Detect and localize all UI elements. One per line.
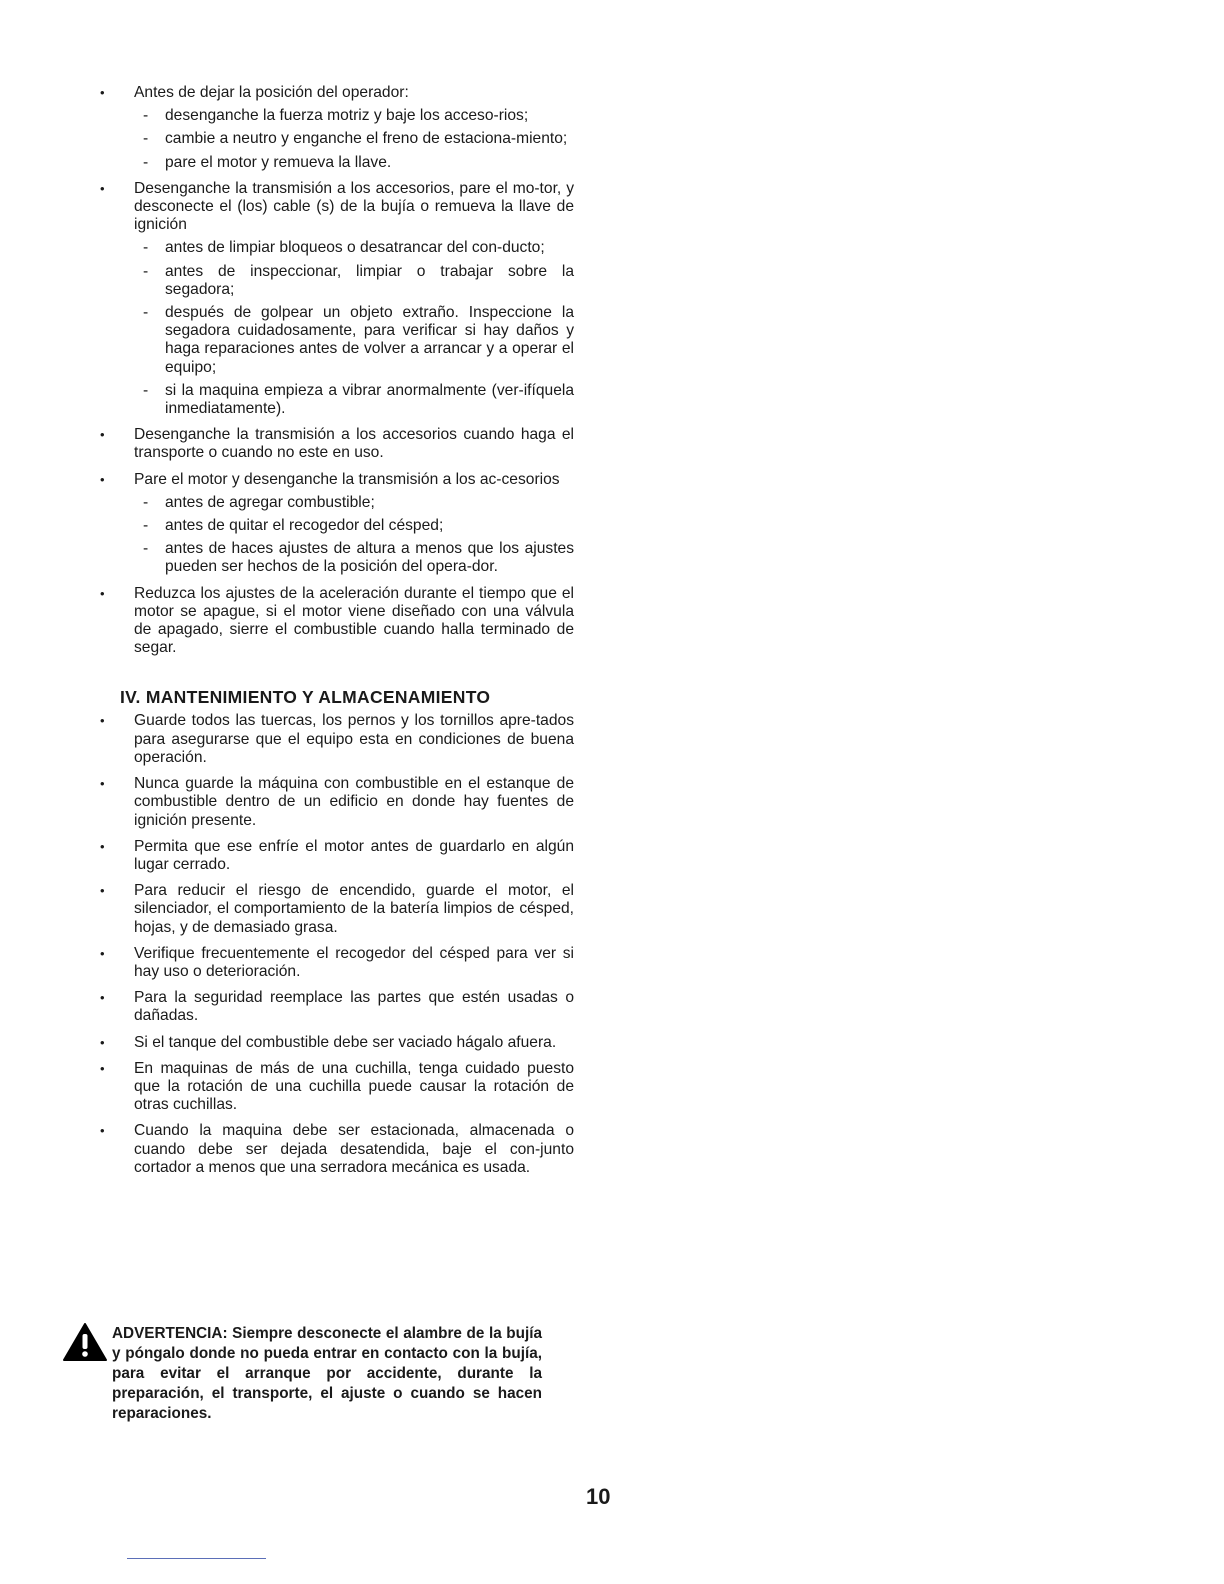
list-item — [100, 84, 574, 172]
list-item-text: • Pare el motor y desenganche la transmisión a los ac-cesorios — [134, 470, 560, 488]
warning-triangle-icon — [62, 1322, 108, 1362]
sub-item: - antes de haces ajustes de altura a menos que los ajustes pueden ser hechos de la posición del opera-dor. — [134, 540, 574, 576]
warning-text: ADVERTENCIA: Siempre desconecte el alambre de la bujía y póngalo donde no pueda entrar en contacto con la bujía, para evitar el arranque por accidente, durante la preparación, el transporte, el ajuste o cuando se hacen reparaciones. — [112, 1325, 542, 1422]
list-item-text: • Desenganche la transmisión a los accesorios, pare el mo-tor, y desconecte el (los) cable (s) de la bujía o remueva la llave de ignición — [134, 179, 574, 234]
sub-item: - antes de agregar combustible; — [134, 494, 574, 512]
sub-item: - antes de inspeccionar, limpiar o trabajar sobre la segadora; — [134, 263, 574, 299]
list-item-text: • Reduzca los ajustes de la aceleración durante el tiempo que el motor se apague, si el motor viene diseñado con una válvula de apagado, sierre el combustible cuando halla terminado de segar. — [134, 584, 574, 657]
maintenance-list — [100, 712, 574, 1176]
list-item: • En maquinas de más de una cuchilla, tenga cuidado puesto que la rotación de una cuchilla puede causar la rotación de otras cuchillas. — [100, 1060, 574, 1115]
list-item: • Para reducir el riesgo de encendido, guarde el motor, el silenciador, el comportamiento de la batería limpios de césped, hojas, y de demasiado grasa. — [100, 882, 574, 937]
list-item: • Cuando la maquina debe ser estacionada, almacenada o cuando debe ser dejada desatendida, baje el con-junto cortador a menos que una serradora mecánica es usada. — [100, 1122, 574, 1177]
list-item: • Nunca guarde la máquina con combustible en el estanque de combustible dentro de un edificio en donde hay fuentes de ignición presente. — [100, 775, 574, 830]
sub-item: - antes de limpiar bloqueos o desatrancar del con-ducto; — [134, 239, 574, 257]
page-number: 10 — [586, 1484, 611, 1509]
list-item-text: • Antes de dejar la posición del operador: — [134, 84, 409, 101]
footer-rule — [127, 1558, 266, 1559]
list-item — [100, 180, 574, 418]
sub-item: - desenganche la fuerza motriz y baje los acceso-rios; — [134, 107, 574, 125]
list-item: • Guarde todos las tuercas, los pernos y los tornillos apre-tados para asegurarse que el equipo esta en condiciones de buena operación. — [100, 712, 574, 767]
sub-item: - si la maquina empieza a vibrar anormalmente (ver-ifíquela inmediatamente). — [134, 382, 574, 418]
section-heading: IV. MANTENIMIENTO Y ALMACENAMIENTO — [120, 687, 491, 708]
list-item — [100, 426, 574, 462]
sub-item: - después de golpear un objeto extraño. Inspeccione la segadora cuidadosamente, para verificar si hay daños y haga reparaciones antes de volver a arrancar y a operar el equipo; — [134, 304, 574, 377]
list-item: • Verifique frecuentemente el recogedor del césped para ver si hay uso o deterioración. — [100, 945, 574, 981]
list-item — [100, 471, 574, 577]
text-column — [100, 84, 574, 1185]
list-item: • Para la seguridad reemplace las partes que estén usadas o dañadas. — [100, 989, 574, 1025]
list-item: • Si el tanque del combustible debe ser vaciado hágalo afuera. — [100, 1034, 574, 1052]
list-item-text: • Desenganche la transmisión a los accesorios cuando haga el transporte o cuando no este en uso. — [134, 426, 574, 462]
safety-list — [100, 84, 574, 657]
sub-item: - antes de quitar el recogedor del césped; — [134, 517, 574, 535]
list-item — [100, 585, 574, 658]
sub-item: - cambie a neutro y enganche el freno de estaciona-miento; — [134, 130, 574, 148]
list-item: • Permita que ese enfríe el motor antes de guardarlo en algún lugar cerrado. — [100, 838, 574, 874]
sub-item: - pare el motor y remueva la llave. — [134, 154, 574, 172]
